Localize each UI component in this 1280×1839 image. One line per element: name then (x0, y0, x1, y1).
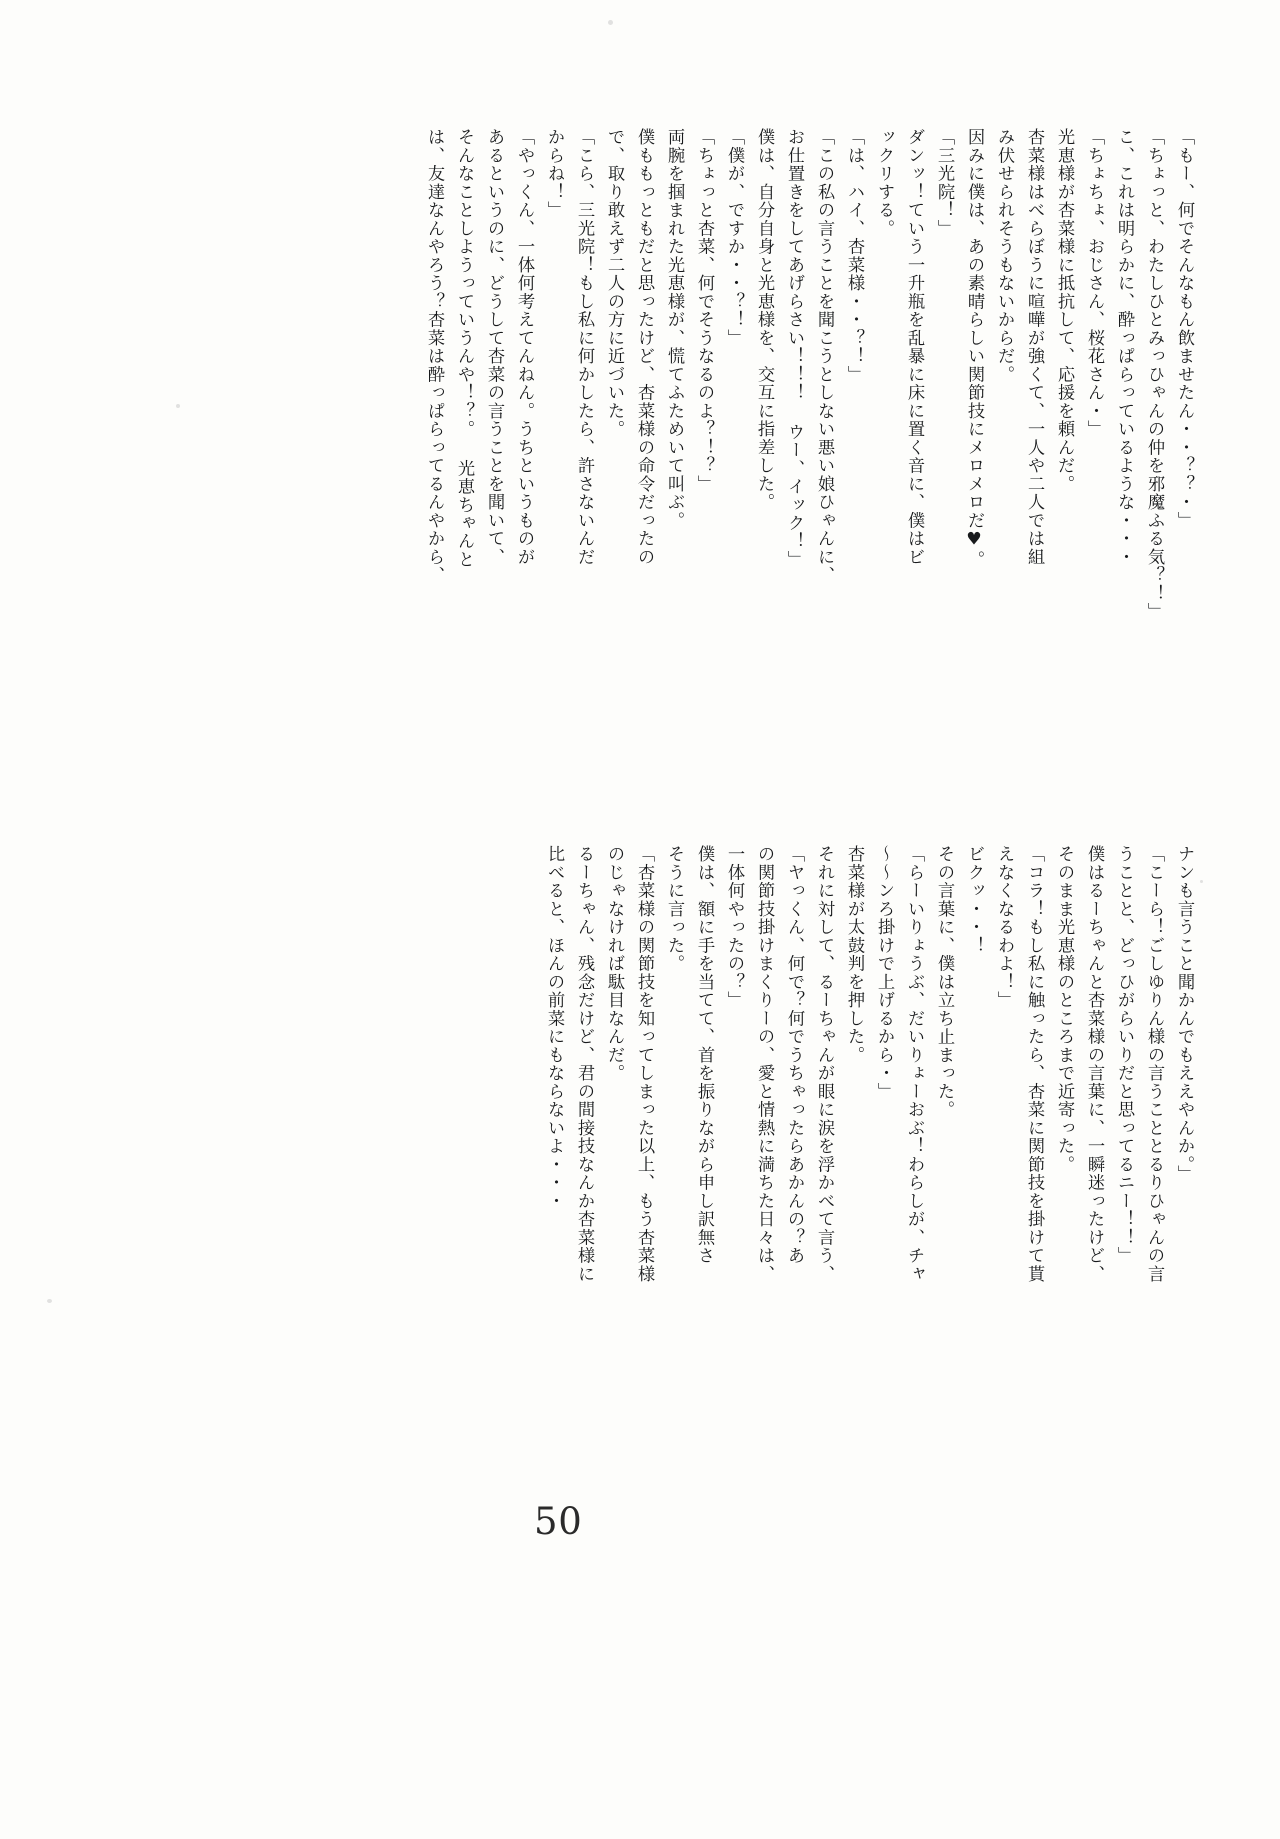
text-column: の関節技掛けまくりーの、愛と情熱に満ちた日々は、 (754, 845, 774, 1283)
text-column: 一体何やったの？」 (724, 845, 744, 1010)
text-column: ナンも言うこと聞かんでもええやんか。」 (1174, 845, 1194, 1183)
text-column: お仕置きをしてあげらさい！！！ ウー、イック！」 (784, 128, 804, 569)
text-column: こ、これは明らかに、酔っぱらっているような・・・ (1114, 128, 1134, 566)
text-column: ックリする。 (874, 128, 894, 238)
text-column: るーちゃん、残念だけど、君の間接技なんか杏菜様に (574, 845, 594, 1283)
scan-speck (1200, 880, 1203, 883)
text-column: 「三光院！」 (934, 128, 954, 238)
text-column: うことと、どっひがらいりだと思ってるニー！！」 (1114, 845, 1134, 1265)
text-column: それに対して、るーちゃんが眼に涙を浮かべて言う、 (814, 845, 834, 1283)
text-column: 「ちょっと杏菜、何でそうなるのよ？！？」 (694, 128, 714, 493)
text-column: あるというのに、どうして杏菜の言うことを聞いて、 (484, 128, 504, 566)
text-column: 「コラ！もし私に触ったら、杏菜に関節技を掛けて貰 (1024, 845, 1044, 1283)
page-number: 50 (534, 1500, 583, 1543)
text-column: 「僕が、ですか・・？！」 (724, 128, 744, 347)
text-column: 〜〜ンろ掛けで上げるから・」 (874, 845, 894, 1101)
text-column: 「もー、何でそんなもん飲ませたん・・？？・」 (1174, 128, 1194, 530)
text-column: 「は、ハイ、杏菜様・・？！」 (844, 128, 864, 384)
text-column: 光恵様が杏菜様に抵抗して、応援を頼んだ。 (1054, 128, 1074, 493)
text-column: 「この私の言うことを聞こうとしない悪い娘ひゃんに、 (814, 128, 834, 585)
text-column: 「こーら！ごしゆりん様の言うこととるりひゃんの言 (1144, 845, 1164, 1283)
text-column: のじゃなければ駄目なんだ。 (604, 845, 624, 1083)
text-column: 「杏菜様の関節技を知ってしまった以上、もう杏菜様 (634, 845, 654, 1283)
text-column: からね！」 (544, 128, 564, 220)
text-column: 「ちょちょ、おじさん、桜花さん・」 (1084, 128, 1104, 439)
text-column: 比べると、ほんの前菜にもならないよ・・・ (544, 845, 564, 1210)
text-column: そのまま光恵様のところまで近寄った。 (1054, 845, 1074, 1174)
text-column: 杏菜様が太鼓判を押した。 (844, 845, 864, 1064)
text-column: 因みに僕は、あの素晴らしい関節技にメロメロだ♥。 (964, 128, 984, 569)
upper-text-block (97, 128, 1192, 768)
text-column: 僕は、額に手を当てて、首を振りながら申し訳無さ (694, 845, 714, 1265)
text-column: 僕は、自分自身と光恵様を、交互に指差した。 (754, 128, 774, 512)
text-column: えなくなるわよ！」 (994, 845, 1014, 1010)
text-column: そうに言った。 (664, 845, 684, 973)
text-column: 「こら、三光院！もし私に何かしたら、許さないんだ (574, 128, 594, 566)
text-column: 杏菜様はべらぼうに喧嘩が強くて、一人や二人では組 (1024, 128, 1044, 566)
lower-text-block (167, 845, 1192, 1510)
text-column: ビクッ・・！ (964, 845, 984, 955)
text-column: その言葉に、僕は立ち止まった。 (934, 845, 954, 1119)
text-column: ダンッ！ていう一升瓶を乱暴に床に置く音に、僕はビ (904, 128, 924, 566)
text-column: 両腕を掴まれた光恵様が、慌てふためいて叫ぶ。 (664, 128, 684, 530)
text-column: は、友達なんやろう？杏菜は酔っぱらってるんやから、 (424, 128, 444, 585)
scan-speck (608, 20, 613, 25)
text-column: 僕ももっともだと思ったけど、杏菜様の命令だったの (634, 128, 654, 566)
text-column: 僕はるーちゃんと杏菜様の言葉に、一瞬迷ったけど、 (1084, 845, 1104, 1283)
scan-speck (47, 1299, 52, 1303)
text-column: 「ヤっくん、何で？何でうちゃったらあかんの？あ (784, 845, 804, 1265)
text-column: で、取り敢えず二人の方に近づいた。 (604, 128, 624, 439)
text-column: そんなことしようっていうんや！？。 光恵ちゃんと (454, 128, 474, 569)
text-column: 「らーいりょうぶ、だいりょーおぶ！わらしが、チャ (904, 845, 924, 1283)
text-column: 「ちょっと、わたしひとみっひゃんの仲を邪魔ふる気？！」 (1144, 128, 1164, 621)
text-column: み伏せられそうもないからだ。 (994, 128, 1014, 384)
text-column: 「やっくん、一体何考えてんねん。うちというものが (514, 128, 534, 566)
